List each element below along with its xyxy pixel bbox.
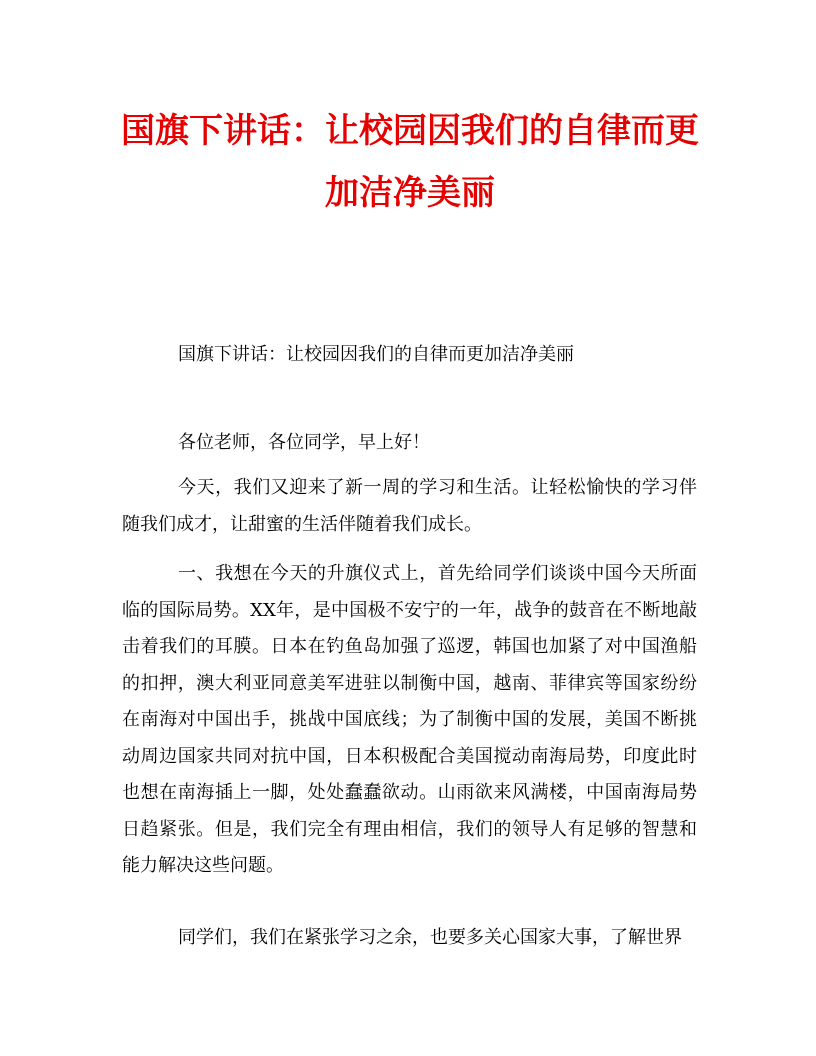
paragraph-2: 一、我想在今天的升旗仪式上，首先给同学们谈谈中国今天所面临的国际局势。XX年，是中国极不安宁的一年，战争的鼓音在不断地敲击着我们的耳膜。日本在钓鱼岛加强了巡逻，韩国也加紧了对中国渔船的扣押，澳大利亚同意美军进驻以制衡中国，越南、菲律宾等国家纷纷在南海对中国出手，挑战中国底线；为了制衡中国的发展，美国不断挑动周边国家共同对抗中国，日本积极配合美国搅动南海局势，印度此时也想在南海插上一脚，处处蠢蠢欲动。山雨欲来风满楼，中国南海局势日趋紧张。但是，我们完全有理由相信，我们的领导人有足够的智慧和能力解决这些问题。 xyxy=(122,563,697,876)
speech-subtitle: 国旗下讲话：让校园因我们的自律而更加洁净美丽 xyxy=(178,344,574,365)
paragraph-1: 今天，我们又迎来了新一周的学习和生活。让轻松愉快的学习伴随我们成才，让甜蜜的生活伴随着我们成长。 xyxy=(122,477,697,535)
document-title-line-1: 国旗下讲话：让校园因我们的自律而更 xyxy=(121,111,699,151)
document-title-line-2: 加洁净美丽 xyxy=(325,173,495,213)
paragraph-3: 同学们，我们在紧张学习之余，也要多关心国家大事，了解世界 xyxy=(178,927,682,948)
speech-greeting: 各位老师，各位同学，早上好！ xyxy=(178,432,430,453)
